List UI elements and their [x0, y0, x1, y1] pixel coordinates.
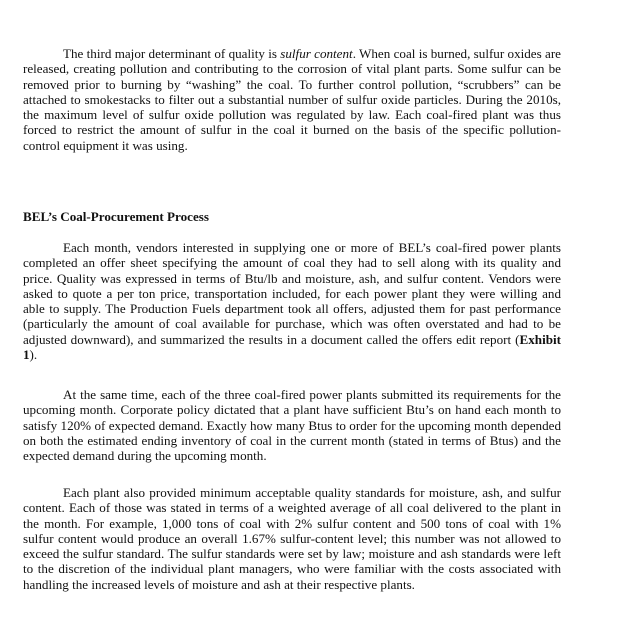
sulfur-content-emphasis: sulfur content — [280, 46, 353, 61]
paragraph-plant-requirements: At the same time, each of the three coal-fired power plants submitted its requirements for the upcoming month. Corporate policy dictated that a plant have sufficient Btu’s on hand each month to satisfy 120% of expected demand. Exactly how many Btus to order for the upcoming month depended on both the estimated ending inventory of coal in the current month (stated in terms of Btus) and the expected demand during the upcoming month. — [23, 387, 561, 464]
paragraph-offer-sheets — [23, 240, 561, 362]
exhibit-reference: Exhibit 1 — [23, 331, 561, 363]
paragraph-2-end: ). — [29, 347, 38, 363]
paragraph-1-lead: The third major determinant of quality is — [63, 46, 281, 61]
paragraph-sulfur-content — [23, 46, 561, 153]
paragraph-1-body: . When coal is burned, sulfur oxides are released, creating pollution and contributing to the corrosion of vital plant parts. Some sulfur can be removed prior to burning by “washing” the coal. To further control pollution, “scrubbers” can be attached to smokestacks to filter out a substantial number of sulfur oxide particles. During the 2010s, the maximum level of sulfur oxide pollution was regulated by law. Each coal-fired plant was thus forced to restrict the amount of sulfur in the coal it burned on the basis of the specific pollution-control equipment it was using. — [23, 46, 561, 153]
paragraph-quality-standards: Each plant also provided minimum acceptable quality standards for moisture, ash, and sulfur content. Each of those was stated in terms of a weighted average of all coal delivered to the plant in the month. For example, 1,000 tons of coal with 2% sulfur content and 500 tons of coal with 1% sulfur content would produce an overall 1.67% sulfur-content level; this number was not allowed to exceed the sulfur standard. The sulfur standards were set by law; moisture and ash standards were left to the discretion of the individual plant managers, who were familiar with the costs associated with handling the increased levels of moisture and ash at their respective plants. — [23, 485, 561, 592]
section-heading: BEL’s Coal-Procurement Process — [23, 209, 209, 224]
paragraph-2-body: Each month, vendors interested in supplying one or more of BEL’s coal-fired power plants completed an offer sheet specifying the amount of coal they had to sell along with its quality and price. Quality was expressed in terms of Btu/lb and moisture, ash, and sulfur content. Vendors were asked to quote a per ton price, transportation included, for each power plant they were willing and able to supply. The Production Fuels department took all offers, adjusted them for past performance (particularly the amount of coal available for purchase, which was often overstated and had to be adjusted downward), and summarized the results in a document called the offers edit report ( — [23, 240, 561, 347]
